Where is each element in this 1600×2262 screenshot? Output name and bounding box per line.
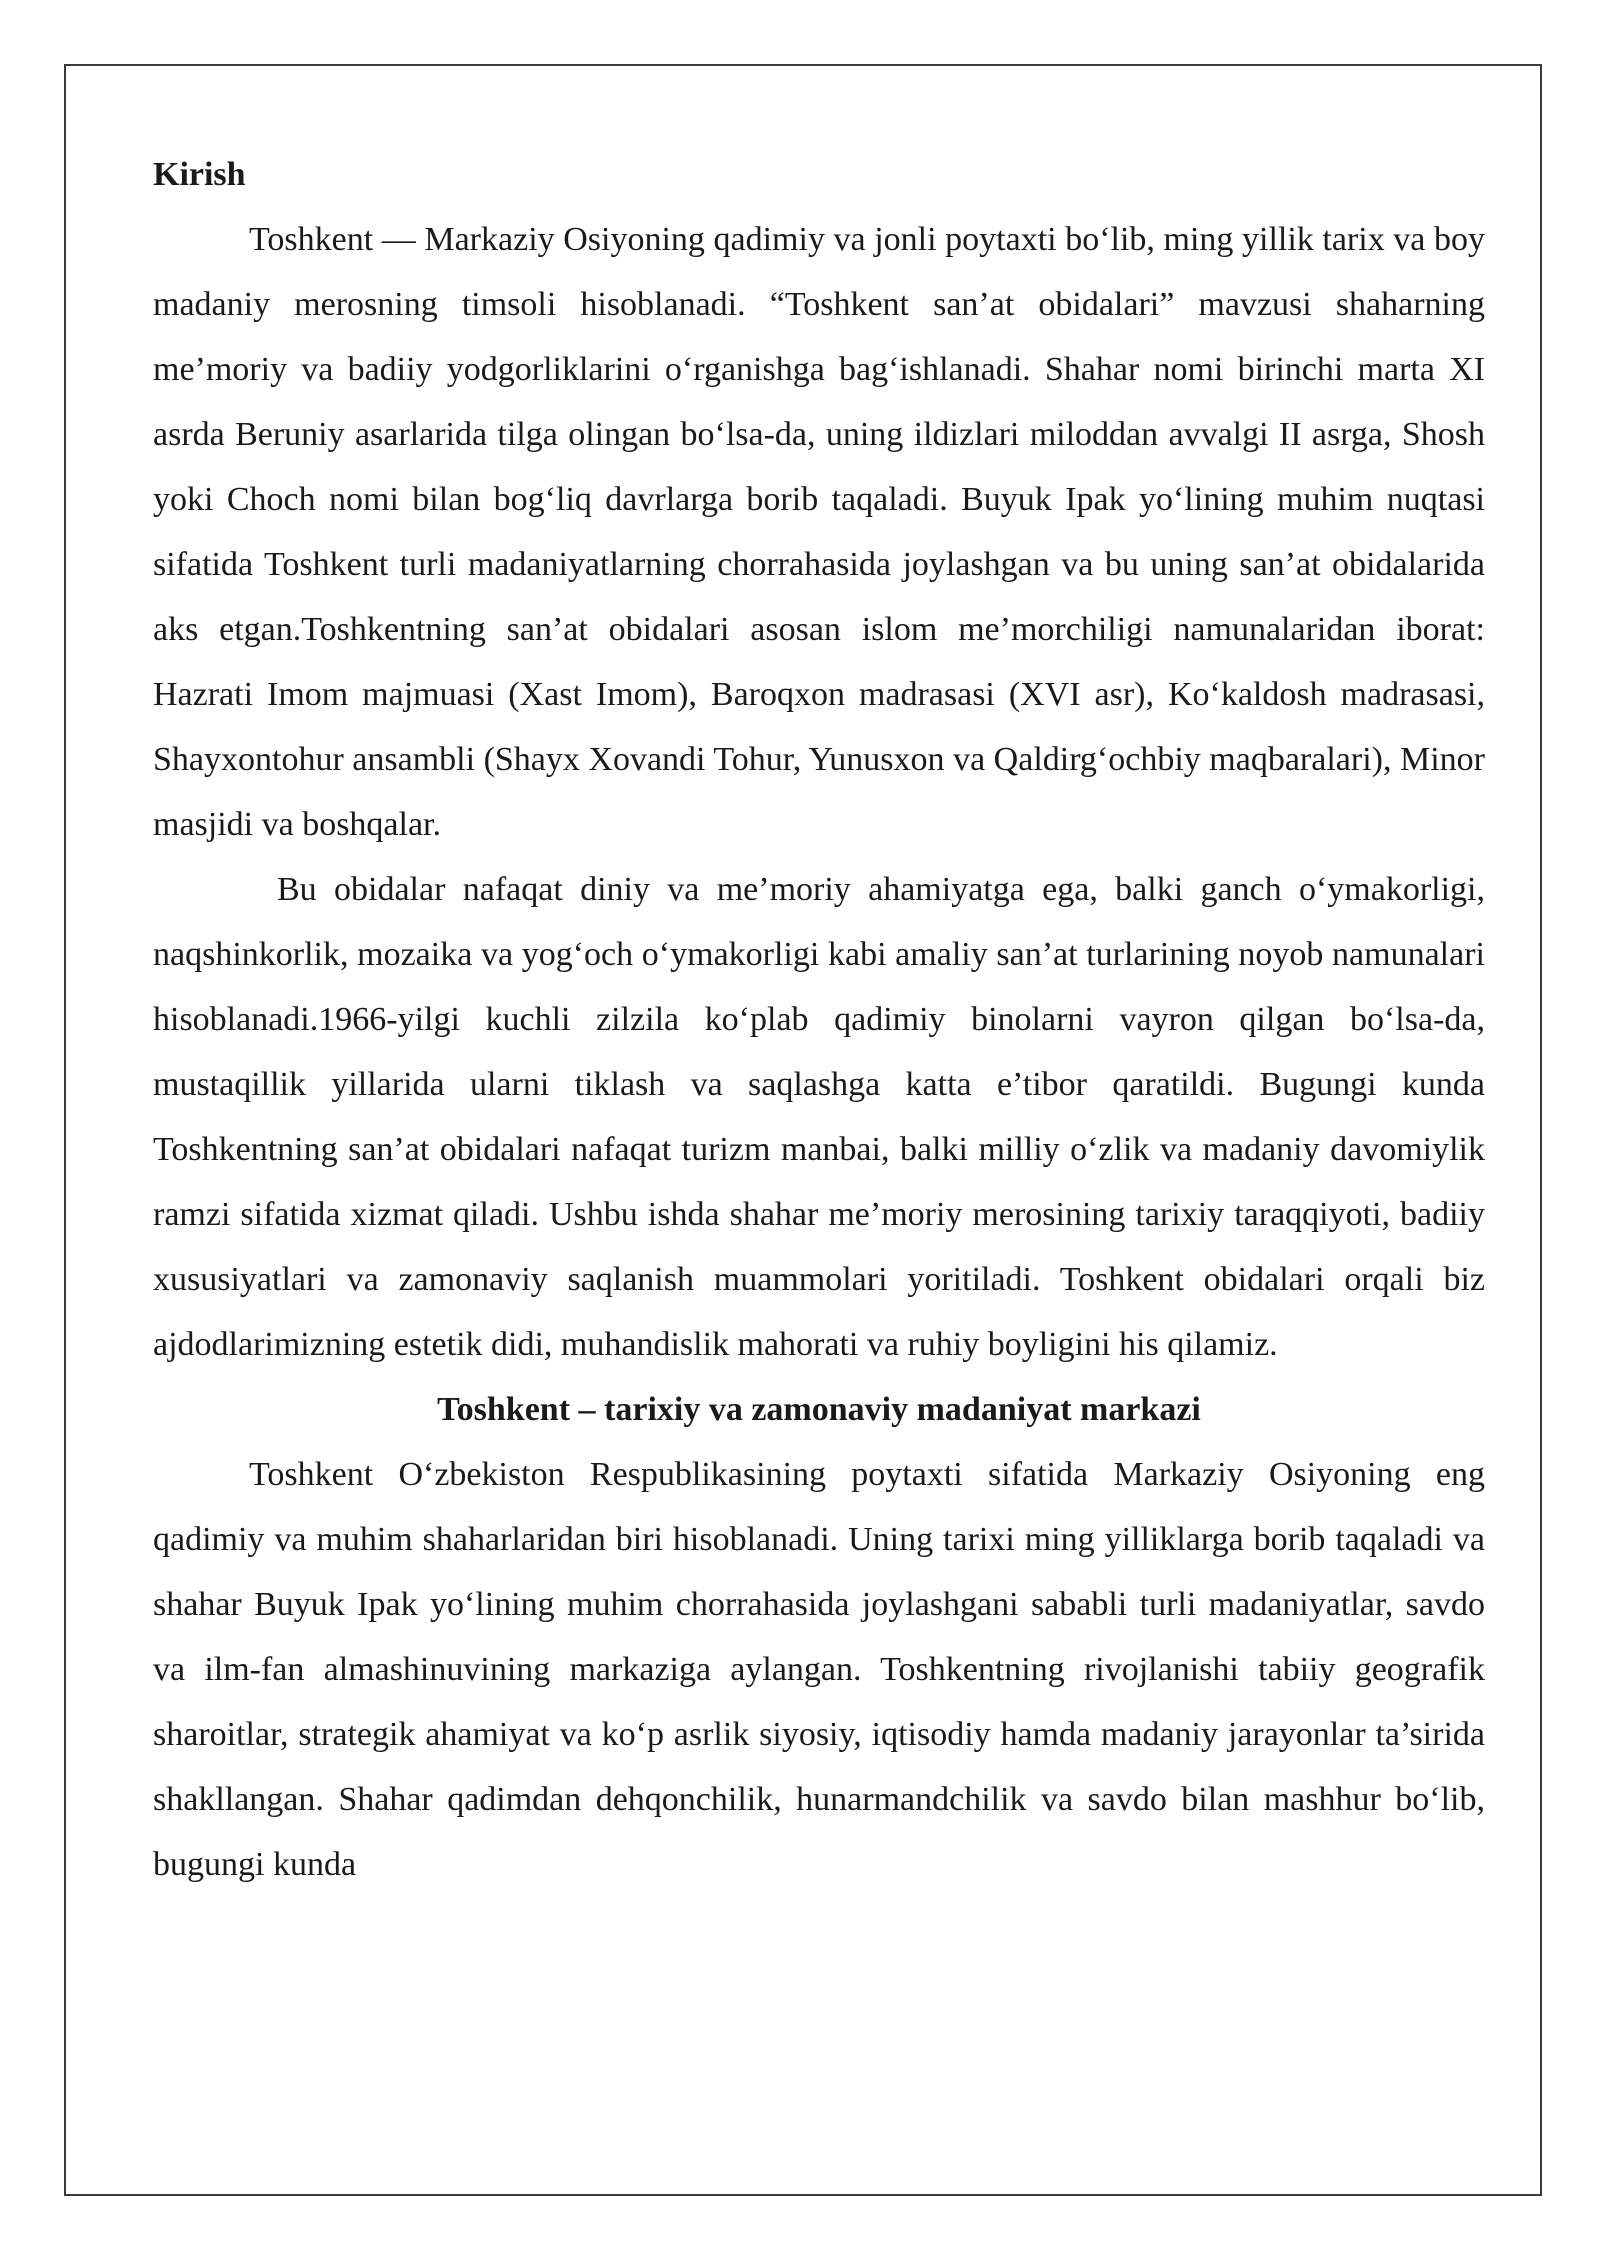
paragraph-intro-1: Toshkent — Markaziy Osiyoning qadimiy va jonli poytaxti bo‘lib, ming yillik tarix va boy madaniy merosning timsoli hisoblanadi. “Toshkent san’at obidalari” mavzusi shaharning me’moriy va badiiy yodgorliklarini o‘rganishga bag‘ishlanadi. Shahar nomi birinchi marta XI asrda Beruniy asarlarida tilga olingan bo‘lsa-da, uning ildizlari miloddan avvalgi II asrga, Shosh yoki Choch nomi bilan bog‘liq davrlarga borib taqaladi. Buyuk Ipak yo‘lining muhim nuqtasi sifatida Toshkent turli madaniyatlarning chorrahasida joylashgan va bu uning san’at obidalarida aks etgan.Toshkentning san’at obidalari asosan islom me’morchiligi namunalaridan iborat: Hazrati Imom majmuasi (Xast Imom), Baroqxon madrasasi (XVI asr), Ko‘kaldosh madrasasi, Shayxontohur ansambli (Shayx Xovandi Tohur, Yunusxon va Qaldirg‘ochbiy maqbaralari), Minor masjidi va boshqalar.: [153, 221, 1485, 843]
document-body: [153, 142, 1485, 1897]
section-heading-kirish: Kirish: [153, 156, 246, 193]
section-heading-tashkent-center: Toshkent – tarixiy va zamonaviy madaniyat markazi: [437, 1391, 1201, 1428]
paragraph-intro-2: Bu obidalar nafaqat diniy va me’moriy ahamiyatga ega, balki ganch o‘ymakorligi, naqshinkorlik, mozaika va yog‘och o‘ymakorligi kabi amaliy san’at turlarining noyob namunalari hisoblanadi.1966-yilgi kuchli zilzila ko‘plab qadimiy binolarni vayron qilgan bo‘lsa-da, mustaqillik yillarida ularni tiklash va saqlashga katta e’tibor qaratildi. Bugungi kunda Toshkentning san’at obidalari nafaqat turizm manbai, balki milliy o‘zlik va madaniy davomiylik ramzi sifatida xizmat qiladi. Ushbu ishda shahar me’moriy merosining tarixiy taraqqiyoti, badiiy xususiyatlari va zamonaviy saqlanish muammolari yoritiladi. Toshkent obidalari orqali biz ajdodlarimizning estetik didi, muhandislik mahorati va ruhiy boyligini his qilamiz.: [153, 871, 1485, 1363]
paragraph-tashkent-1: Toshkent O‘zbekiston Respublikasining poytaxti sifatida Markaziy Osiyoning eng qadimiy va muhim shaharlaridan biri hisoblanadi. Uning tarixi ming yilliklarga borib taqaladi va shahar Buyuk Ipak yo‘lining muhim chorrahasida joylashgani sababli turli madaniyatlar, savdo va ilm-fan almashinuvining markaziga aylangan. Toshkentning rivojlanishi tabiiy geografik sharoitlar, strategik ahamiyat va ko‘p asrlik siyosiy, iqtisodiy hamda madaniy jarayonlar ta’sirida shakllangan. Shahar qadimdan dehqonchilik, hunarmandchilik va savdo bilan mashhur bo‘lib, bugungi kunda: [153, 1456, 1485, 1883]
